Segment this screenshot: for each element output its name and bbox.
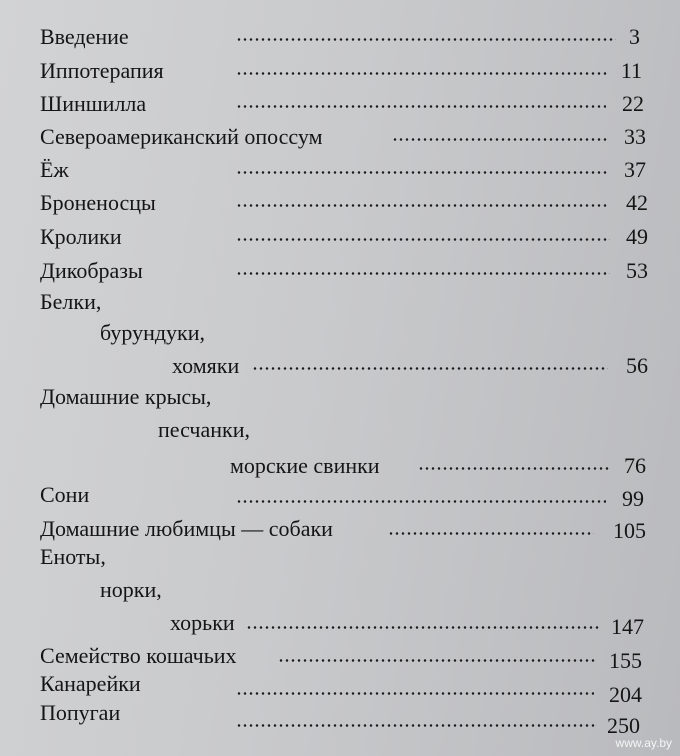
toc-entry-title: Шиншилла	[40, 91, 147, 116]
toc-entry-title: Иппотерапия	[40, 58, 164, 83]
toc-entry-page: 105	[613, 518, 646, 543]
toc-entry-page: 22	[622, 91, 644, 116]
toc-entry-title: хомяки	[172, 353, 240, 378]
toc-entry-title: Дикобразы	[40, 258, 143, 283]
toc-entry-title: Североамериканский опоссум	[40, 124, 323, 149]
leader-dots	[236, 38, 616, 41]
toc-entry-title: Броненосцы	[40, 190, 156, 215]
toc-entry-title: песчанки,	[158, 417, 250, 442]
toc-entry-page: 33	[624, 124, 646, 149]
toc-entry-page: 49	[626, 224, 648, 249]
toc-entry-page: 56	[626, 353, 648, 378]
leader-dots	[236, 171, 608, 174]
toc-entry-title: бурундуки,	[100, 320, 205, 345]
toc-entry-page: 53	[626, 258, 648, 283]
toc-entry-title: Еноты,	[40, 544, 106, 569]
toc-entry-page: 76	[624, 453, 646, 478]
toc-entry-page: 155	[609, 648, 642, 673]
toc-entry-page: 204	[609, 682, 642, 707]
toc-entry-title: морские свинки	[230, 453, 380, 478]
leader-dots	[236, 204, 608, 207]
toc-entry-page: 37	[624, 157, 646, 182]
toc-entry-title: хорьки	[170, 610, 235, 635]
toc-entry-title: норки,	[100, 577, 162, 602]
leader-dots	[236, 500, 606, 503]
toc-entry-page: 250	[607, 713, 640, 738]
toc-entry-title: Введение	[40, 24, 129, 49]
toc-entry-page: 11	[620, 58, 642, 83]
toc-entry-title: Канарейки	[40, 671, 141, 696]
toc-entry-title: Семейство кошачьих	[40, 643, 237, 668]
leader-dots	[388, 532, 594, 535]
toc-entry-page: 147	[611, 614, 644, 639]
leader-dots	[236, 72, 608, 75]
toc-entry-page: 99	[622, 486, 644, 511]
toc-entry-title: Белки,	[40, 289, 102, 314]
leader-dots	[236, 724, 596, 727]
leader-dots	[252, 367, 608, 370]
toc-entry-title: Попугаи	[40, 700, 121, 725]
leader-dots	[236, 272, 610, 275]
leader-dots	[236, 692, 594, 695]
leader-dots	[418, 467, 610, 470]
toc-entry-page: 3	[629, 24, 640, 49]
watermark: www.ay.by	[615, 736, 672, 750]
toc-entry-title: Домашние крысы,	[40, 384, 212, 409]
toc-entry-title: Сони	[40, 482, 90, 507]
leader-dots	[236, 238, 610, 241]
toc-entry-title: Ёж	[40, 157, 69, 182]
toc-entry-title: Кролики	[40, 224, 122, 249]
leader-dots	[246, 626, 600, 629]
leader-dots	[278, 659, 596, 662]
leader-dots	[236, 105, 606, 108]
leader-dots	[392, 138, 608, 141]
toc-entry-page: 42	[626, 190, 648, 215]
toc-entry-title: Домашние любимцы — собаки	[40, 516, 333, 541]
